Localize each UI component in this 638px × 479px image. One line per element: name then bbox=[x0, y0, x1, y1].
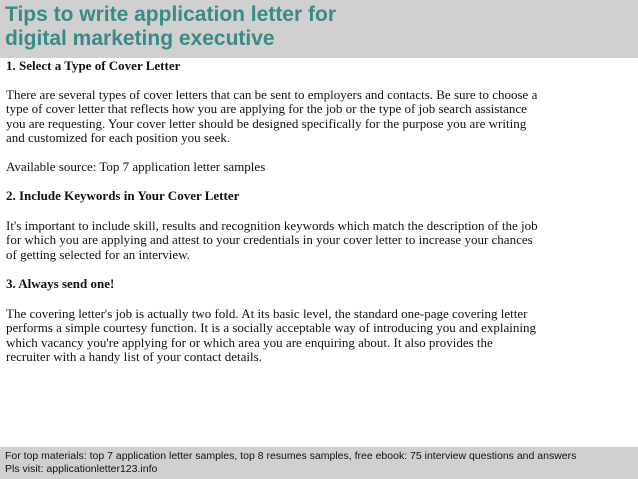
footer-line-1: For top materials: top 7 application letter samples, top 8 resumes samples, free ebook: 75 interview questions and answers bbox=[5, 450, 577, 462]
paragraph-line: performs a simple courtesy function. It is a socially acceptable way of introducing you and explaining bbox=[6, 320, 536, 335]
footer-text bbox=[5, 450, 576, 475]
paragraph-line: recruiter with a handy list of your contact details. bbox=[6, 349, 262, 364]
footer-line-2: Pls visit: applicationletter123.info bbox=[5, 462, 158, 475]
section-1-heading: 1. Select a Type of Cover Letter bbox=[6, 58, 181, 73]
section-2-paragraph bbox=[6, 219, 632, 263]
paragraph-line: you are requesting. Your cover letter should be designed specifically for the purpose you are writing bbox=[6, 115, 527, 131]
paragraph-line: of getting selected for an interview. bbox=[6, 246, 190, 262]
page-title bbox=[5, 3, 336, 51]
content-body bbox=[6, 58, 632, 365]
footer-band bbox=[0, 447, 638, 479]
paragraph-line: It's important to include skill, results and recognition keywords which match the description of the job bbox=[6, 217, 538, 233]
paragraph-line: type of cover letter that reflects how you are applying for the job or the type of job search assistance bbox=[6, 101, 527, 116]
paragraph-line: The covering letter's job is actually two fold. At its basic level, the standard one-page covering letter bbox=[6, 305, 528, 321]
paragraph-line: There are several types of cover letters that can be sent to employers and contacts. Be sure to choose a bbox=[6, 86, 538, 102]
paragraph-line: which vacancy you're applying for or which area you are enquiring about. It also provides the bbox=[6, 334, 493, 350]
paragraph-line: and customized for each position you seek. bbox=[6, 130, 231, 145]
title-line-2: digital marketing executive bbox=[5, 27, 275, 50]
section-3-paragraph bbox=[6, 307, 632, 365]
section-3-heading: 3. Always send one! bbox=[6, 276, 115, 291]
title-line-1: Tips to write application letter for bbox=[5, 3, 336, 26]
section-2-heading: 2. Include Keywords in Your Cover Letter bbox=[6, 188, 240, 203]
available-source: Available source: Top 7 application letter samples bbox=[6, 158, 266, 174]
title-band bbox=[0, 0, 638, 58]
section-1-paragraph bbox=[6, 88, 632, 146]
paragraph-line: for which you are applying and attest to your credentials in your cover letter to increase your chances bbox=[6, 232, 533, 247]
